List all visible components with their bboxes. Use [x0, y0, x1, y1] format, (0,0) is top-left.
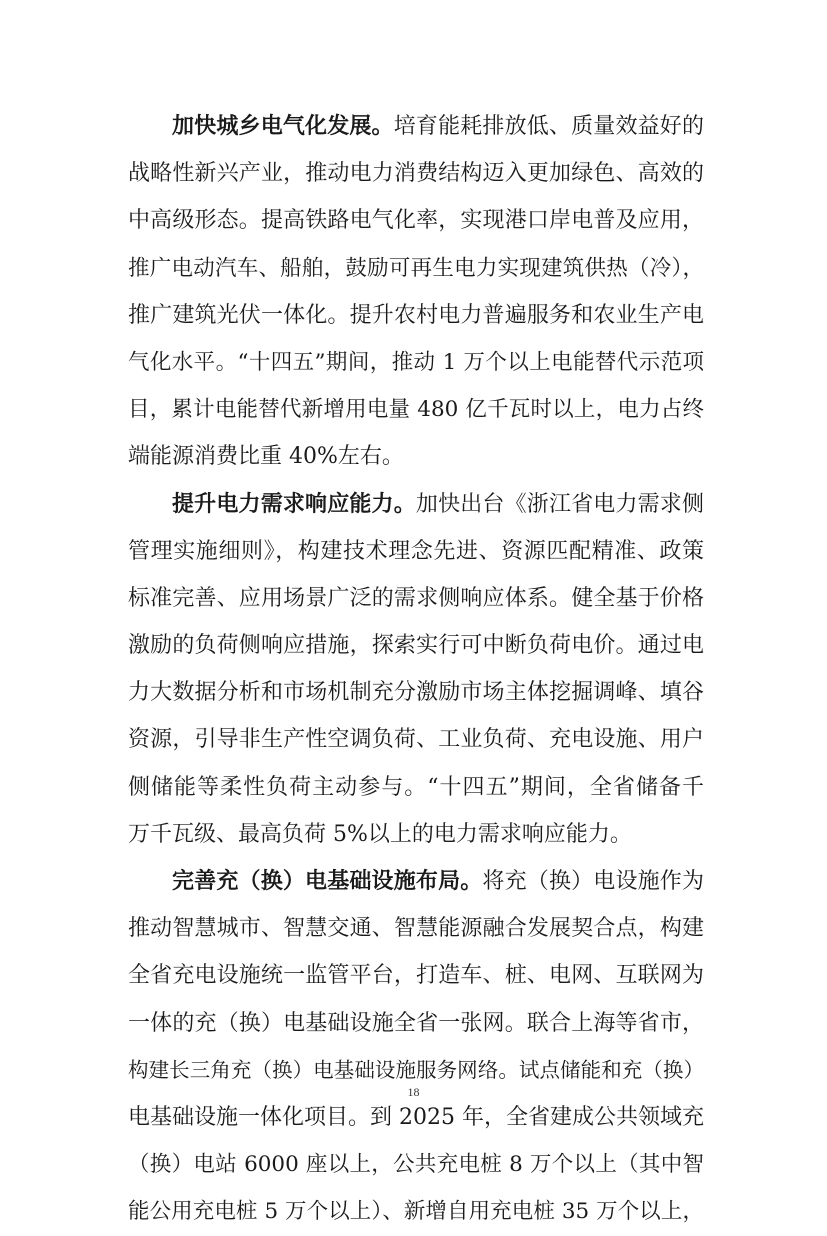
paragraph-1-line: 推广建筑光伏一体化。提升农村电力普遍服务和农业生产电 — [128, 302, 704, 328]
paragraph-1-line: 推广电动汽车、船舶，鼓励可再生电力实现建筑供热（冷）， — [128, 255, 704, 281]
paragraph-3-line: 构建长三角充（换）电基础设施服务网络。试点储能和充（换） — [128, 1057, 704, 1082]
paragraph-3-text: 将充（换）电设施作为 — [482, 869, 704, 894]
paragraph-1-line: 端能源消费比重 40%左右。 — [128, 444, 404, 470]
paragraph-2-line: 万千瓦级、最高负荷 5%以上的电力需求响应能力。 — [128, 821, 632, 847]
paragraph-1-line-1 — [128, 103, 704, 150]
paragraph-1-line: 气化水平。“十四五”期间，推动 1 万个以上电能替代示范项 — [128, 349, 704, 375]
paragraph-2-line: 激励的负荷侧响应措施，探索实行可中断负荷电价。通过电 — [128, 633, 704, 659]
paragraph-3-line: 推动智慧城市、智慧交通、智慧能源融合发展契合点，构建 — [128, 916, 704, 942]
paragraph-3-line-1 — [128, 858, 704, 905]
paragraph-2-text: 加快出台《浙江省电力需求侧 — [415, 491, 704, 517]
paragraph-3-line: （换）电站 6000 座以上，公共充电桩 8 万个以上（其中智 — [128, 1152, 704, 1178]
paragraph-2-line: 侧储能等柔性负荷主动参与。“十四五”期间，全省储备千 — [128, 774, 704, 800]
paragraph-1-text: 培育能耗排放低、质量效益好的 — [393, 114, 704, 139]
paragraph-1-line: 战略性新兴产业，推动电力消费结构迈入更加绿色、高效的 — [128, 161, 704, 187]
paragraph-3-line: 能公用充电桩 5 万个以上）、新增自用充电桩 35 万个以上， — [128, 1199, 704, 1225]
page-number: 18 — [407, 1085, 420, 1099]
body-text — [128, 103, 704, 1236]
paragraph-1-line: 中高级形态。提高铁路电气化率，实现港口岸电普及应用， — [128, 208, 704, 234]
paragraph-2-line-1 — [128, 481, 704, 528]
paragraph-1-heading: 加快城乡电气化发展。 — [172, 113, 394, 139]
paragraph-3-line: 一体的充（换）电基础设施全省一张网。联合上海等省市， — [128, 1010, 704, 1036]
paragraph-2-line: 管理实施细则》，构建技术理念先进、资源匹配精准、政策 — [128, 538, 704, 564]
paragraph-3-heading: 完善充（换）电基础设施布局。 — [172, 868, 483, 894]
paragraph-3-line: 全省充电设施统一监管平台，打造车、桩、电网、互联网为 — [128, 963, 704, 989]
paragraph-2-line: 资源，引导非生产性空调负荷、工业负荷、充电设施、用户 — [128, 727, 704, 753]
paragraph-2-heading: 提升电力需求响应能力。 — [172, 490, 416, 517]
paragraph-2-line: 标准完善、应用场景广泛的需求侧响应体系。健全基于价格 — [128, 585, 704, 611]
paragraph-1-line: 目，累计电能替代新增用电量 480 亿千瓦时以上，电力占终 — [128, 397, 704, 423]
paragraph-3-line: 电基础设施一体化项目。到 2025 年，全省建成公共领域充 — [128, 1104, 704, 1130]
paragraph-2-line: 力大数据分析和市场机制充分激励市场主体挖掘调峰、填谷 — [128, 680, 704, 706]
